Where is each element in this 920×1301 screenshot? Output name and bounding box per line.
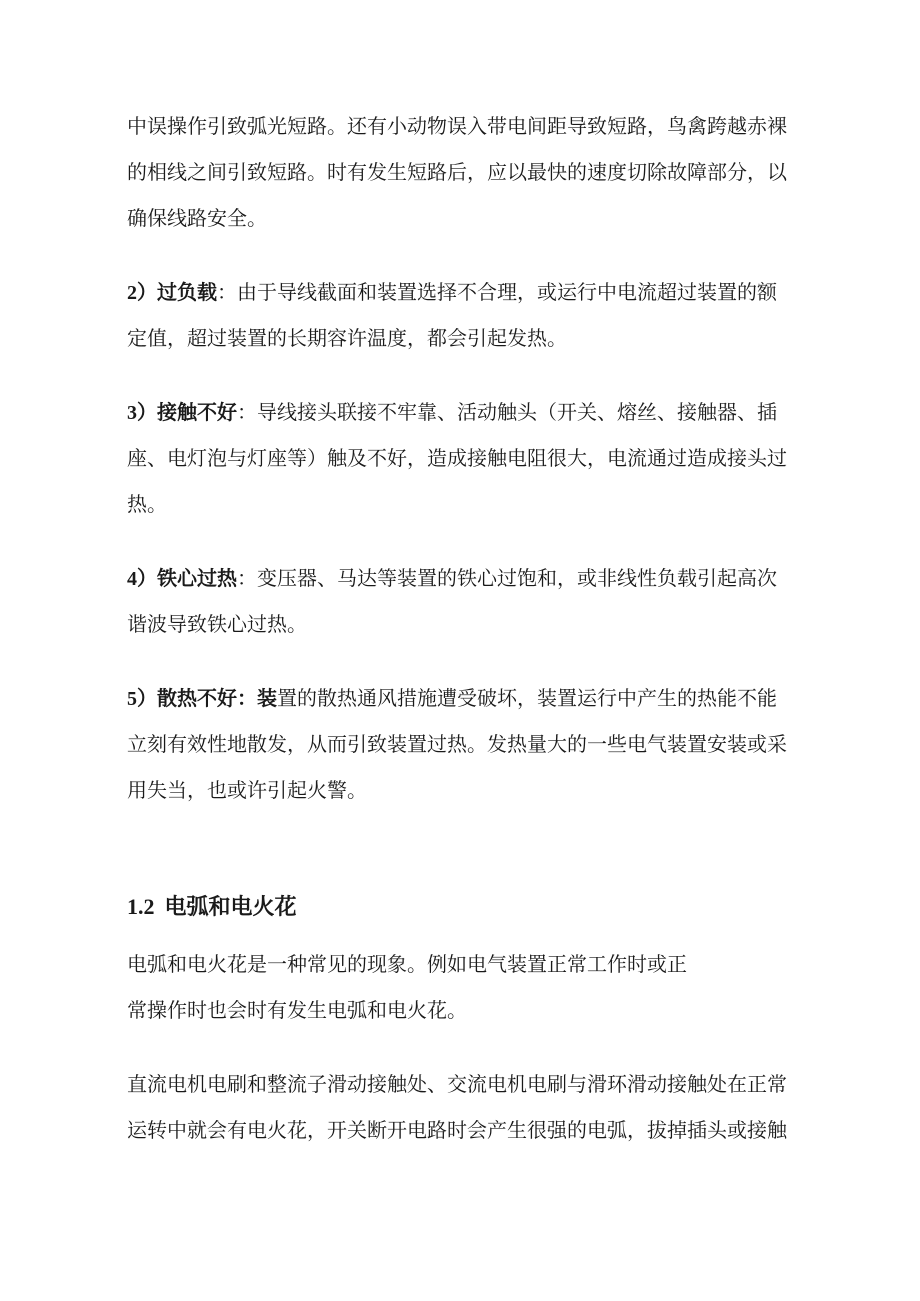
text-line: 确保线路安全。 xyxy=(127,208,267,230)
paragraph-motor-brush xyxy=(127,1062,830,1154)
text-line: 的相线之间引致短路。时有发生短路后，应以最快的速度切除故障部分，以 xyxy=(127,162,787,184)
item-term: 铁心过热 xyxy=(157,568,237,590)
text-line: 电弧和电火花是一种常见的现象。例如电气装置正常工作时或正 xyxy=(127,954,687,976)
paragraph-arc-intro xyxy=(127,942,830,1034)
paragraph-short-circuit xyxy=(127,104,830,242)
item-number: 5） xyxy=(127,688,157,710)
text-line: 立刻有效性地散发，从而引致装置过热。发热量大的一些电气装置安装或采 xyxy=(127,734,787,756)
text-line: 常操作时也会时有发生电弧和电火花。 xyxy=(127,1000,467,1022)
item-term: 过负载 xyxy=(157,282,217,304)
list-item-overload xyxy=(127,270,830,362)
list-item-bad-contact xyxy=(127,390,830,528)
item-number: 4） xyxy=(127,568,157,590)
section-heading xyxy=(127,884,830,930)
section-number: 1.2 xyxy=(127,894,155,919)
text-line: 热。 xyxy=(127,494,167,516)
item-term: 接触不好 xyxy=(157,402,237,424)
item-separator: ： xyxy=(217,282,237,304)
text-line: 座、电灯泡与灯座等）触及不好，造成接触电阻很大，电流通过造成接头过 xyxy=(127,448,787,470)
item-number: 3） xyxy=(127,402,157,424)
list-item-poor-heat-dissipation xyxy=(127,676,830,814)
text-line: 运转中就会有电火花，开关断开电路时会产生很强的电弧，拔掉插头或接触 xyxy=(127,1120,787,1142)
text-line: 直流电机电刷和整流子滑动接触处、交流电机电刷与滑环滑动接触处在正常 xyxy=(127,1074,787,1096)
list-item-core-overheat xyxy=(127,556,830,648)
item-term: 散热不好：装 xyxy=(157,688,277,710)
text-line: 导线接头联接不牢靠、活动触头（开关、熔丝、接触器、插 xyxy=(257,402,777,424)
text-line: 置的散热通风措施遭受破坏，装置运行中产生的热能不能 xyxy=(277,688,777,710)
text-line: 由于导线截面和装置选择不合理，或运行中电流超过装置的额 xyxy=(237,282,777,304)
text-line: 谐波导致铁心过热。 xyxy=(127,614,307,636)
text-line: 中误操作引致弧光短路。还有小动物误入带电间距导致短路，鸟禽跨越赤裸 xyxy=(127,116,787,138)
text-line: 定值，超过装置的长期容许温度，都会引起发热。 xyxy=(127,328,567,350)
text-line: 用失当，也或许引起火警。 xyxy=(127,780,367,802)
item-number: 2） xyxy=(127,282,157,304)
text-line: 变压器、马达等装置的铁心过饱和，或非线性负载引起高次 xyxy=(257,568,777,590)
item-separator: ： xyxy=(237,568,257,590)
item-separator: ： xyxy=(237,402,257,424)
section-title: 电弧和电火花 xyxy=(164,894,297,919)
